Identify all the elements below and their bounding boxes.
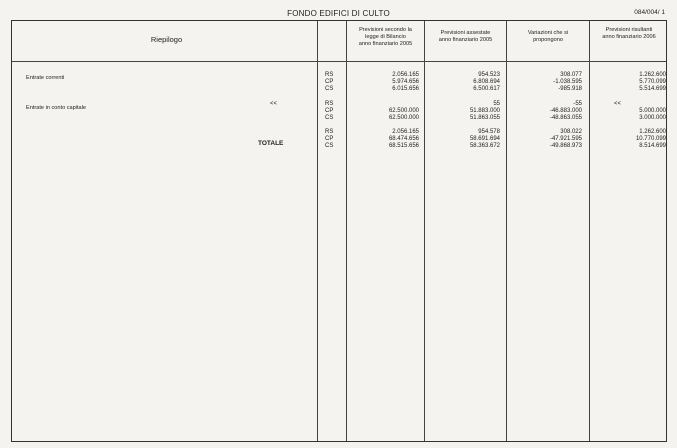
type-code: CS	[325, 115, 334, 121]
header-line: anno finanziario 2006	[602, 34, 656, 40]
cell-value: 58.363.672	[469, 143, 500, 149]
col4-marker: <<	[614, 101, 622, 107]
cell-value: 68.474.656	[388, 136, 419, 142]
cell-value: 2.056.165	[392, 72, 419, 78]
header-line: Previsioni risultanti	[605, 27, 653, 33]
cell-value: 6.500.617	[473, 86, 500, 92]
document-title: FONDO EDIFICI DI CULTO	[287, 9, 390, 18]
col2-values	[420, 72, 500, 93]
cell-value: -47.921.595	[549, 136, 582, 142]
type-code: CP	[325, 79, 334, 85]
cell-value: 308.022	[560, 129, 582, 135]
cell-value: 62.500.000	[388, 108, 419, 114]
cell-value: 58.691.694	[469, 136, 500, 142]
col3-values	[502, 129, 582, 150]
cell-value: 308.077	[560, 72, 582, 78]
cell-value: 68.515.656	[388, 143, 419, 149]
type-code: RS	[325, 72, 334, 78]
cell-value: 51.863.055	[469, 115, 500, 121]
header-previsioni-assestate	[425, 30, 506, 44]
row-types	[325, 101, 333, 122]
header-line: Variazioni che si	[527, 30, 569, 36]
cell-value: -46.883.000	[549, 108, 582, 114]
col1-values	[339, 108, 419, 122]
cell-value: 3.000.000	[639, 115, 666, 121]
type-code: CP	[325, 108, 334, 114]
cell-value: -985.918	[558, 86, 582, 92]
header-line: anno finanziario 2005	[358, 41, 413, 47]
cell-value: -48.863.055	[549, 115, 582, 121]
col1-marker: <<	[270, 101, 278, 107]
header-riepilogo: Riepilogo	[150, 35, 183, 44]
col1-values	[339, 72, 419, 93]
col3-values	[502, 72, 582, 93]
type-code: CP	[325, 136, 334, 142]
cell-value: 6.015.656	[392, 86, 419, 92]
cell-value: 5.974.656	[392, 79, 419, 85]
header-line: Previsioni assestate	[440, 30, 491, 36]
cell-value: 1.262.600	[639, 129, 666, 135]
column-divider	[317, 21, 318, 441]
col4-values	[586, 72, 666, 93]
col4-values	[586, 108, 666, 122]
row-label-totale: TOTALE	[258, 140, 284, 147]
header-line: anno finanziario 2005	[438, 37, 493, 43]
header-line: propongono	[533, 37, 563, 43]
cell-value: 2.056.165	[392, 129, 419, 135]
type-code: RS	[325, 101, 334, 107]
col3-values	[502, 101, 582, 122]
col2-values	[420, 129, 500, 150]
cell-value: 10.770.099	[635, 136, 666, 142]
header-divider	[12, 61, 666, 62]
header-previsioni-risultanti	[590, 27, 668, 41]
cell-value: 1.262.600	[639, 72, 666, 78]
header-line: legge di Bilancio	[365, 34, 406, 40]
cell-value: 954.523	[478, 72, 500, 78]
type-code: RS	[325, 129, 334, 135]
cell-value: 55	[493, 101, 500, 107]
col4-values	[586, 129, 666, 150]
type-code: CS	[325, 143, 334, 149]
type-code: CS	[325, 86, 334, 92]
cell-value: 8.514.699	[639, 143, 666, 149]
row-types	[325, 129, 333, 150]
col1-values	[339, 129, 419, 150]
cell-value: -49.868.973	[549, 143, 582, 149]
row-label-entrate-correnti: Entrate correnti	[26, 75, 65, 81]
cell-value: -55	[573, 101, 582, 107]
cell-value: 954.578	[478, 129, 500, 135]
row-types	[325, 72, 333, 93]
header-line: Previsioni secondo la	[359, 27, 412, 33]
header-previsioni-legge	[347, 27, 424, 48]
summary-table	[11, 20, 667, 442]
cell-value: 5.514.699	[639, 86, 666, 92]
row-label-entrate-capitale: Entrate in conto capitale	[26, 105, 87, 111]
cell-value: 5.770.099	[639, 79, 666, 85]
cell-value: 51.883.000	[469, 108, 500, 114]
cell-value: 62.500.000	[388, 115, 419, 121]
header-variazioni	[507, 30, 589, 44]
col2-values	[420, 101, 500, 122]
cell-value: 6.808.694	[473, 79, 500, 85]
document-code: 084/004/ 1	[634, 9, 665, 16]
cell-value: 5.000.000	[639, 108, 666, 114]
cell-value: -1.038.595	[553, 79, 582, 85]
